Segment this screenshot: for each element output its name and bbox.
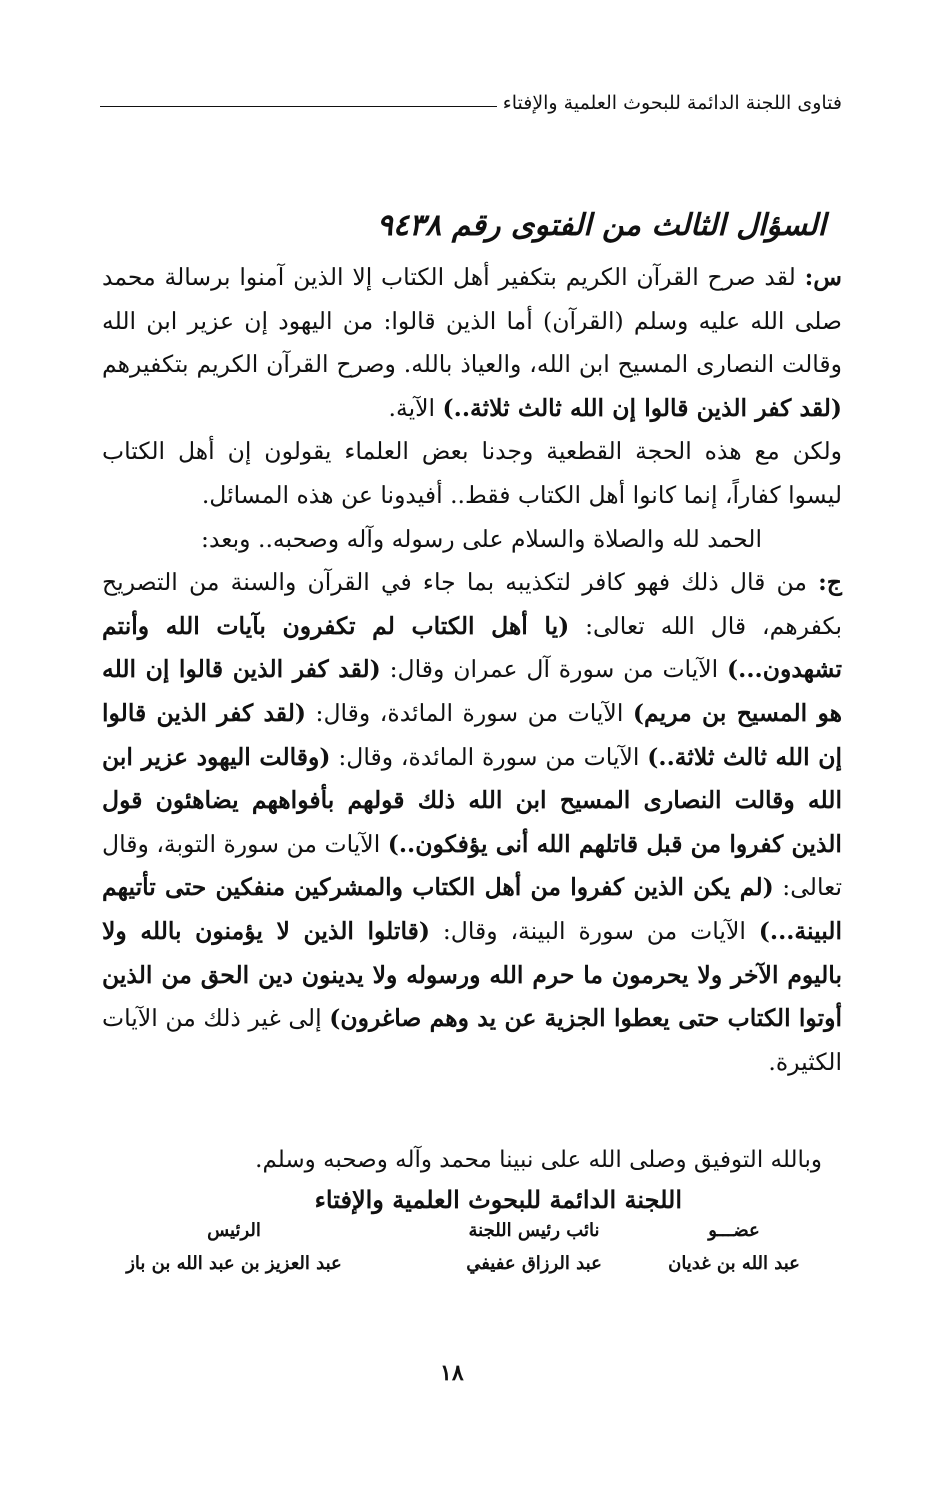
answer-text: الآيات من سورة آل عمران وقال: — [389, 655, 719, 684]
question-text-2: ولكن مع هذه الحجة القطعية وجدنا بعض العلماء يقولون إن أهل الكتاب ليسوا كفاراً، إنما كانوا أهل الكتاب فقط.. أفيدونا عن هذه المسائل. — [102, 437, 842, 509]
answer-quote: (قاتلوا الذين لا يؤمنون بالله ولا باليوم الآخر ولا يحرمون ما حرم الله ورسوله ولا يدينون دين الحق من الذين أوتوا الكتاب حتى يعطوا الجزية عن يد وهم صاغرون) — [102, 916, 842, 1033]
signatory-member — [644, 1218, 824, 1278]
answer-text: إلى غير ذلك من الآيات الكثيرة. — [102, 1004, 842, 1076]
question-label: س: — [804, 263, 842, 291]
answer-text: الآيات من سورة المائدة، وقال: — [315, 698, 624, 727]
running-header — [100, 92, 842, 114]
signatory-name: عبد العزيز بن عبد الله بن باز — [126, 1253, 342, 1274]
answer-text: من قال ذلك فهو كافر لتكذيبه بما جاء في القرآن والسنة من التصريح بكفرهم، قال الله تعالى: — [102, 568, 842, 640]
answer-quote: (لم يكن الذين كفروا من أهل الكتاب والمشركين منفكين حتى تأتيهم البينة...) — [102, 873, 842, 945]
closing-thanks: وبالله التوفيق وصلى الله على نبينا محمد وآله وصحبه وسلم. — [255, 1147, 822, 1173]
question-text: لقد صرح القرآن الكريم بتكفير أهل الكتاب إلا الذين آمنوا برسالة محمد صلى الله عليه وسلم (القرآن) أما الذين قالوا: من اليهود إن عزير ابن الله وقالت النصارى المسيح ابن الله، والعياذ بالله. وصرح القرآن الكريم بتكفيرهم — [102, 263, 842, 379]
signatory-role: نائب رئيس اللجنة — [468, 1220, 600, 1241]
answer-quote: (وقالت اليهود عزير ابن الله وقالت النصارى المسيح ابن الله ذلك قولهم بأفواههم يضاهئون قول الذين كفروا من قبل قاتلهم الله أنى يؤفكون..) — [102, 742, 842, 858]
question-paragraph-2 — [102, 430, 842, 517]
answer-quote: (يا أهل الكتاب لم تكفرون بآيات الله وأنتم تشهدون...) — [102, 611, 842, 684]
question-title: السؤال الثالث من الفتوى رقم ٩٤٣٨ — [376, 208, 826, 243]
praise-text: الحمد لله والصلاة والسلام على رسوله وآله وصحبه.. وبعد: — [201, 524, 762, 553]
page-number: ١٨ — [440, 1360, 464, 1386]
question-quote: (لقد كفر الذين قالوا إن الله ثالث ثلاثة..) — [442, 393, 842, 422]
signatures — [99, 1218, 844, 1278]
question-paragraph — [102, 256, 842, 430]
signatory-vice-president — [434, 1218, 634, 1278]
question-end: الآية. — [388, 393, 436, 422]
running-title: فتاوى اللجنة الدائمة للبحوث العلمية والإفتاء — [502, 92, 842, 114]
signatory-name: عبد الرزاق عفيفي — [466, 1253, 602, 1274]
answer-text: الآيات من سورة المائدة، وقال: — [338, 742, 640, 771]
closing-block — [102, 1140, 842, 1220]
committee-name: اللجنة الدائمة للبحوث العلمية والإفتاء — [314, 1185, 682, 1214]
praise-line — [102, 518, 842, 562]
answer-text: الآيات من سورة التوبة، وقال تعالى: — [102, 829, 842, 902]
answer-label: ج: — [818, 568, 842, 597]
signatory-role: عضـــو — [708, 1220, 760, 1241]
signatory-president — [114, 1218, 354, 1278]
fatwa-body — [102, 256, 842, 1084]
answer-quote: (لقد كفر الذين قالوا إن الله ثالث ثلاثة..) — [102, 698, 842, 771]
header-rule — [100, 106, 497, 107]
signatory-role: الرئيس — [207, 1220, 261, 1241]
answer-quote: (لقد كفر الذين قالوا إن الله هو المسيح بن مريم) — [102, 655, 842, 727]
answer-text: الآيات من سورة البينة، وقال: — [442, 916, 746, 945]
signatory-name: عبد الله بن غديان — [668, 1253, 800, 1274]
answer-paragraph — [102, 561, 842, 1084]
